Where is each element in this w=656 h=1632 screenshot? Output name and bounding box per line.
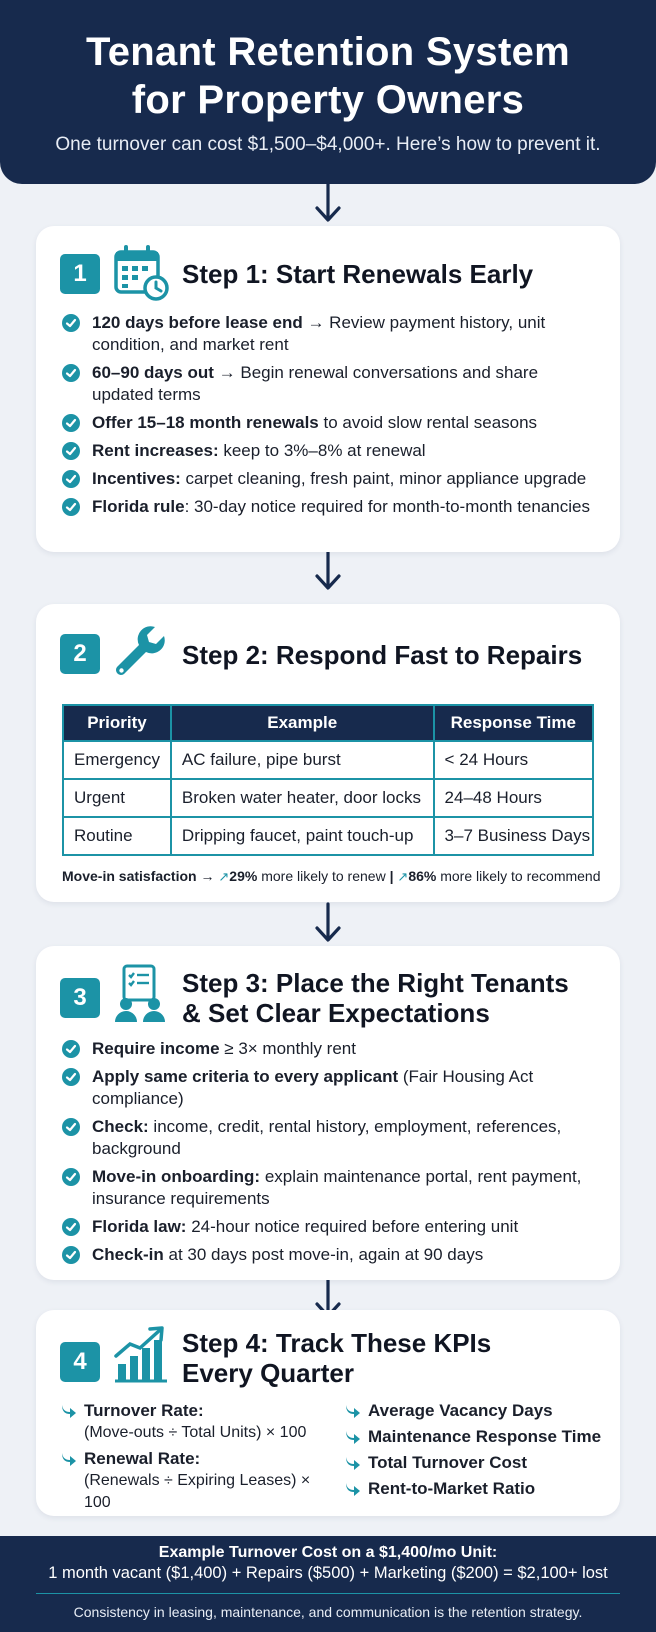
list-item <box>344 1426 614 1448</box>
item-emphasis: Florida law: <box>92 1217 187 1236</box>
kpi-name: Total Turnover Cost <box>368 1453 527 1472</box>
item-emphasis: Check: <box>92 1117 149 1136</box>
check-circle-icon <box>62 470 80 488</box>
list-item <box>62 496 602 518</box>
satisfaction-stats <box>62 868 601 885</box>
table-cell: Emergency <box>63 741 171 779</box>
step-3-checklist <box>62 1038 602 1272</box>
footer-title: Example Turnover Cost on a $1,400/mo Unit: <box>158 1544 498 1561</box>
list-item <box>344 1452 614 1474</box>
trend-up-icon: ↗ <box>397 869 409 884</box>
kpi-formula: (Move-outs ÷ Total Units) × 100 <box>84 1424 307 1441</box>
table-cell: AC failure, pipe burst <box>171 741 434 779</box>
satisfaction-label: Move-in satisfaction <box>62 868 197 884</box>
table-header: Response Time <box>434 705 593 741</box>
list-item <box>60 1400 330 1444</box>
step-3-title <box>182 968 569 1028</box>
item-emphasis: Check-in <box>92 1245 164 1264</box>
item-text: at 30 days post move-in, again at 90 days <box>163 1245 484 1264</box>
table-cell: 24–48 Hours <box>434 779 593 817</box>
table-header: Priority <box>63 705 171 741</box>
page-title <box>0 0 656 124</box>
list-item <box>62 1038 602 1060</box>
kpi-formula: (Renewals ÷ Expiring Leases) × 100 <box>84 1472 311 1511</box>
check-circle-icon <box>62 442 80 460</box>
trend-up-icon: ↗ <box>218 869 230 884</box>
check-circle-icon <box>62 1168 80 1186</box>
kpi-name: Turnover Rate: <box>84 1401 204 1420</box>
recommend-stat-value: 86% <box>408 868 437 884</box>
step-number-badge: 1 <box>60 254 100 294</box>
tenant-checklist-icon <box>112 964 170 1029</box>
step-1-card <box>36 226 620 552</box>
item-emphasis: Incentives: <box>92 469 181 488</box>
step-number-badge: 3 <box>60 978 100 1018</box>
curved-arrow-icon <box>344 1403 362 1419</box>
arrow-right-icon: → <box>200 868 215 884</box>
kpi-name: Maintenance Response Time <box>368 1427 602 1446</box>
page-subtitle: One turnover can cost $1,500–$4,000+. Here’s how to prevent it. <box>55 134 601 155</box>
down-arrow-icon <box>313 550 343 592</box>
table-cell: Urgent <box>63 779 171 817</box>
item-emphasis: Florida rule <box>92 497 185 516</box>
table-cell: < 24 Hours <box>434 741 593 779</box>
check-circle-icon <box>62 498 80 516</box>
title-line-2: Every Quarter <box>182 1358 354 1388</box>
list-item <box>62 312 602 356</box>
stat-separator: | <box>389 868 394 884</box>
curved-arrow-icon <box>344 1481 362 1497</box>
check-circle-icon <box>62 314 80 332</box>
header-banner <box>0 0 656 184</box>
list-item <box>344 1400 614 1422</box>
table-cell: Dripping faucet, paint touch-up <box>171 817 434 855</box>
item-text: → Review payment history, unit condition, and market rent <box>92 313 546 354</box>
down-arrow-icon <box>313 182 343 224</box>
step-number-badge: 4 <box>60 1342 100 1382</box>
kpi-name: Renewal Rate: <box>84 1449 201 1468</box>
step-2-card <box>36 604 620 902</box>
renew-stat-value: 29% <box>229 868 258 884</box>
item-text: to avoid slow rental seasons <box>318 413 538 432</box>
bar-chart-growth-icon <box>112 1326 170 1389</box>
item-text: : 30-day notice required for month-to-month tenancies <box>184 497 590 516</box>
list-item <box>62 1166 602 1210</box>
item-text: 24-hour notice required before entering unit <box>186 1217 519 1236</box>
item-text: → Begin renewal conversations and share updated terms <box>92 363 539 404</box>
curved-arrow-icon <box>344 1429 362 1445</box>
table-row <box>63 779 593 817</box>
kpi-metric-list <box>344 1400 614 1504</box>
check-circle-icon <box>62 1218 80 1236</box>
list-item <box>344 1478 614 1500</box>
item-emphasis: 120 days before lease end <box>92 313 303 332</box>
check-circle-icon <box>62 1118 80 1136</box>
check-circle-icon <box>62 1040 80 1058</box>
list-item <box>62 362 602 406</box>
step-1-checklist <box>62 312 602 524</box>
wrench-icon <box>112 624 170 687</box>
check-circle-icon <box>62 364 80 382</box>
step-4-card <box>36 1310 620 1516</box>
title-line-1: Step 4: Track These KPIs <box>182 1328 492 1358</box>
kpi-formula-list <box>60 1400 330 1518</box>
list-item <box>62 412 602 434</box>
kpi-name: Average Vacancy Days <box>368 1401 553 1420</box>
item-text: ≥ 3× monthly rent <box>219 1039 356 1058</box>
table-cell: Routine <box>63 817 171 855</box>
curved-arrow-icon <box>344 1455 362 1471</box>
renew-stat-text: more likely to renew <box>257 868 386 884</box>
table-cell: Broken water heater, door locks <box>171 779 434 817</box>
footer-tagline: Consistency in leasing, maintenance, and communication is the retention strategy. <box>73 1604 583 1620</box>
list-item <box>62 1244 602 1266</box>
title-line-1: Tenant Retention System <box>85 30 570 74</box>
item-emphasis: Apply same criteria to every applicant <box>92 1067 399 1086</box>
check-circle-icon <box>62 1068 80 1086</box>
repair-priority-table <box>62 704 594 856</box>
footer-divider <box>36 1593 620 1594</box>
item-text: (Fair Housing Act compliance) <box>92 1067 534 1108</box>
item-text: carpet cleaning, fresh paint, minor appliance upgrade <box>180 469 587 488</box>
title-line-2: for Property Owners <box>131 78 525 122</box>
table-header: Example <box>171 705 434 741</box>
item-text: keep to 3%–8% at renewal <box>218 441 426 460</box>
down-arrow-icon <box>313 902 343 944</box>
list-item <box>62 440 602 462</box>
kpi-name: Rent-to-Market Ratio <box>368 1479 536 1498</box>
table-row <box>63 817 593 855</box>
item-text: explain maintenance portal, rent payment, insurance requirements <box>92 1167 582 1208</box>
step-number-badge: 2 <box>60 634 100 674</box>
list-item <box>60 1448 330 1514</box>
list-item <box>62 468 602 490</box>
list-item <box>62 1216 602 1238</box>
footer-banner <box>0 1536 656 1632</box>
item-emphasis: Move-in onboarding: <box>92 1167 261 1186</box>
list-item <box>62 1066 602 1110</box>
title-line-2: & Set Clear Expectations <box>182 998 490 1028</box>
list-item <box>62 1116 602 1160</box>
table-cell: 3–7 Business Days <box>434 817 593 855</box>
item-emphasis: Rent increases: <box>92 441 219 460</box>
item-emphasis: Offer 15–18 month renewals <box>92 413 319 432</box>
step-1-title: Step 1: Start Renewals Early <box>182 259 534 289</box>
step-2-title: Step 2: Respond Fast to Repairs <box>182 640 583 670</box>
curved-arrow-icon <box>60 1403 78 1419</box>
curved-arrow-icon <box>60 1451 78 1467</box>
step-4-title <box>182 1328 491 1388</box>
footer-calculation: 1 month vacant ($1,400) + Repairs ($500) + Marketing ($200) = $2,100+ lost <box>48 1564 608 1582</box>
check-circle-icon <box>62 414 80 432</box>
title-line-1: Step 3: Place the Right Tenants <box>182 968 569 998</box>
item-emphasis: 60–90 days out <box>92 363 214 382</box>
item-emphasis: Require income <box>92 1039 220 1058</box>
table-row <box>63 741 593 779</box>
step-3-card <box>36 946 620 1280</box>
recommend-stat-text: more likely to recommend <box>436 868 601 884</box>
check-circle-icon <box>62 1246 80 1264</box>
calendar-clock-icon <box>112 244 170 307</box>
item-text: income, credit, rental history, employment, references, background <box>92 1117 562 1158</box>
